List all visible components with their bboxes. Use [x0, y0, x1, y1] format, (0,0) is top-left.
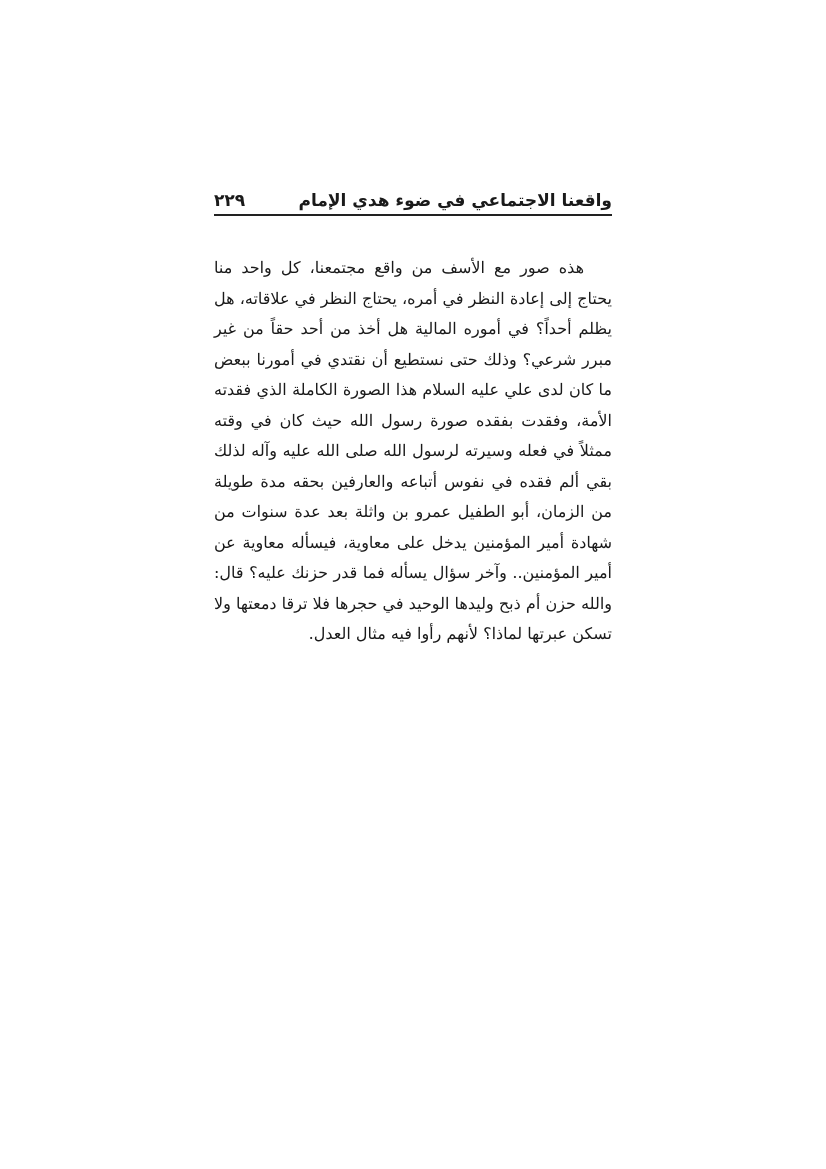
header-title: واقعنا الاجتماعي في ضوء هدي الإمام [298, 191, 612, 211]
paragraph: هذه صور مع الأسف من واقع مجتمعنا، كل واحد منا يحتاج إلى إعادة النظر في أمره، يحتاج النظر في علاقاته، هل يظلم أحداً؟ في أموره المالية هل أخذ من أحد حقاً من غير مبرر شرعي؟ وذلك حتى نستطيع أن نقتدي في أمورنا ببعض ما كان لدى علي عليه السلام هذا الصورة الكاملة الذي فقدته الأمة، وفقدت بفقده صورة رسول الله حيث كان في وقته ممثلاً في فعله وسيرته لرسول الله صلى الله عليه وآله لذلك بقي ألم فقده في نفوس أتباعه والعارفين بحقه مدة طويلة من الزمان، أبو الطفيل عمرو بن واثلة بعد عدة سنوات من شهادة أمير المؤمنين يدخل على معاوية، فيسأله معاوية عن أمير المؤمنين.. وآخر سؤال يسأله فما قدر حزنك عليه؟ قال: والله حزن أم ذبح وليدها الوحيد في حجرها فلا ترقا دمعتها ولا تسكن عبرتها لماذا؟ لأنهم رأوا فيه مثال العدل. [214, 258, 613, 643]
body-text [214, 253, 612, 650]
header-divider [214, 214, 612, 216]
running-header [214, 188, 612, 218]
page-number: ٢٢٩ [214, 191, 246, 211]
